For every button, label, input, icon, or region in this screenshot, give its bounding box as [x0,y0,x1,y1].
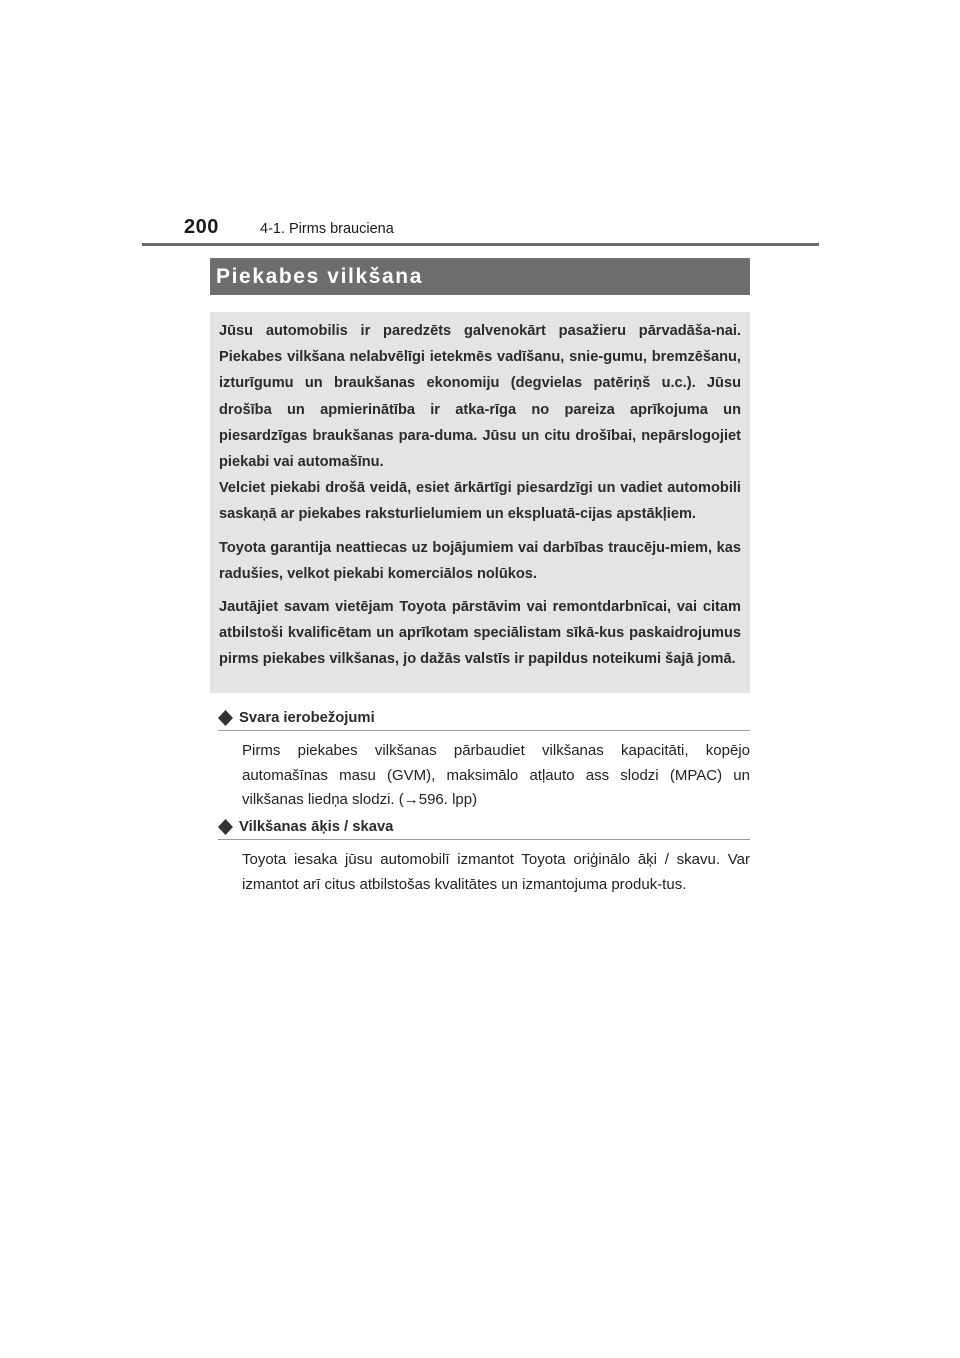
header-divider [142,243,819,246]
subsection-heading-text: Vilkšanas āķis / skava [239,818,394,835]
subsection-heading [218,816,750,840]
page-title: Piekabes vilkšana [216,264,423,288]
subsection-tow-hitch [218,816,750,897]
notice-paragraph: Toyota garantija neattiecas uz bojājumiem vai darbības traucēju-miem, kas radušies, velkot piekabi komerciālos nolūkos. [219,539,741,582]
notice-paragraph: Velciet piekabi drošā veidā, esiet ārkārtīgi piesardzīgi un vadiet automobili saskaņā ar piekabes raksturlielumiem un ekspluatā-cijas apstākļiem. [219,480,741,523]
diamond-icon [218,710,233,726]
subsection-weight-limits [218,707,750,813]
subsection-heading [218,707,750,731]
notice-paragraph: Jautājiet savam vietējam Toyota pārstāvim vai remontdarbnīcai, vai citam atbilstoši kvalificētam un aprīkotam speciālistam sīkā-kus paskaidrojumus pirms piekabes vilkšanas, jo dažās valstīs ir papildus noteikumi šajā jomā. [219,599,741,668]
notice-box [210,312,750,693]
subsection-body: Toyota iesaka jūsu automobilī izmantot Toyota oriģinālo āķi / skavu. Var izmantot arī citus atbilstošas kvalitātes un izmantojuma produk-tus. [242,851,750,893]
subsection-heading-text: Svara ierobežojumi [239,709,375,726]
notice-paragraph: Jūsu automobilis ir paredzēts galvenokārt pasažieru pārvadāša-nai. Piekabes vilkšana nelabvēlīgi ietekmēs vadīšanu, snie-gumu, bremzēšanu, izturīgumu un braukšanas ekonomiju (degvielas patēriņš u.c.). Jūsu drošība un apmierinātība ir atka-rīga no pareiza aprīkojuma un piesardzīgas braukšanas para-duma. Jūsu un citu drošībai, nepārslogojiet piekabi vai automašīnu. [219,323,741,471]
title-bar [210,258,750,295]
subsection-body: Pirms piekabes vilkšanas pārbaudiet vilkšanas kapacitāti, kopējo automašīnas masu (GVM), maksimālo atļauto ass slodzi (MPAC) un vilkšanas liedņa slodzi. (→596. lpp) [242,742,750,809]
chapter-section-label: 4-1. Pirms brauciena [260,221,394,237]
page-number: 200 [184,216,219,238]
diamond-icon [218,819,233,835]
